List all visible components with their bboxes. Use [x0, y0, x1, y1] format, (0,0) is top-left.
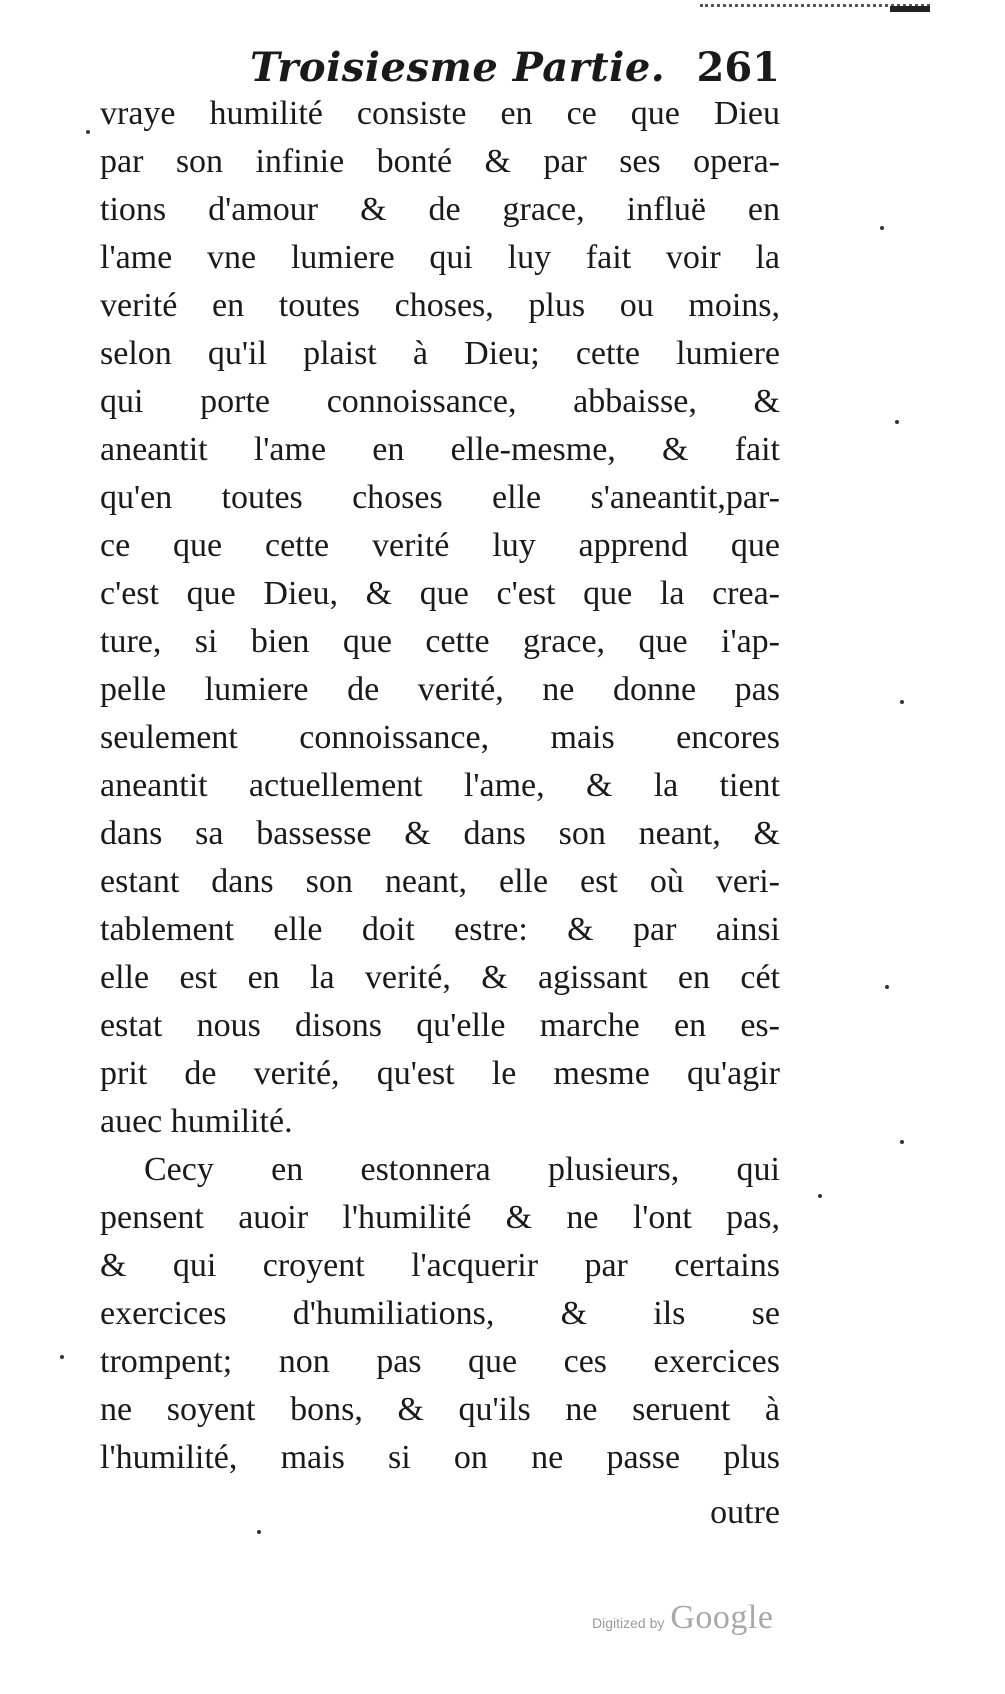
text-line: & qui croyent l'acquerir par certains: [100, 1247, 780, 1284]
scan-speck: [900, 1140, 904, 1144]
text-line: aneantit actuellement l'ame, & la tient: [100, 767, 780, 804]
page-number: 261: [696, 44, 780, 91]
scan-speck: [885, 985, 889, 989]
scan-speck: [818, 1194, 822, 1198]
catchword: outre: [710, 1494, 780, 1531]
text-line: pelle lumiere de verité, ne donne pas: [100, 671, 780, 708]
text-line: seulement connoissance, mais encores: [100, 719, 780, 756]
digitized-watermark: [592, 1597, 773, 1637]
text-line: qui porte connoissance, abbaisse, &: [100, 383, 780, 420]
text-line: exercices d'humiliations, & ils se: [100, 1295, 780, 1332]
text-line: selon qu'il plaist à Dieu; cette lumiere: [100, 335, 780, 372]
text-line: l'ame vne lumiere qui luy fait voir la: [100, 239, 780, 276]
page-top-edge-mark: [890, 6, 930, 12]
scan-speck: [895, 420, 899, 424]
text-line: tablement elle doit estre: & par ainsi: [100, 911, 780, 948]
paragraph-start-line: Cecy en estonnera plusieurs, qui: [144, 1151, 780, 1188]
scan-speck: [60, 1355, 64, 1359]
scan-speck: [880, 226, 884, 230]
scan-speck: [900, 700, 904, 704]
google-logo: Google: [670, 1599, 774, 1636]
text-block: [100, 90, 780, 1482]
running-head: [250, 30, 780, 90]
text-line: elle est en la verité, & agissant en cét: [100, 959, 780, 996]
text-line: c'est que Dieu, & que c'est que la crea-: [100, 575, 780, 612]
text-line: prit de verité, qu'est le mesme qu'agir: [100, 1055, 780, 1092]
text-line: verité en toutes choses, plus ou moins,: [100, 287, 780, 324]
digitized-by-label: Digitized by: [592, 1615, 665, 1631]
text-line: aneantit l'ame en elle-mesme, & fait: [100, 431, 780, 468]
text-line: dans sa bassesse & dans son neant, &: [100, 815, 780, 852]
text-line: qu'en toutes choses elle s'aneantit,par-: [100, 479, 780, 516]
paragraph-end-line: auec humilité.: [100, 1103, 293, 1140]
text-line: ne soyent bons, & qu'ils ne seruent à: [100, 1391, 780, 1428]
text-line: estant dans son neant, elle est où veri-: [100, 863, 780, 900]
text-line: vraye humilité consiste en ce que Dieu: [100, 95, 780, 132]
text-line: tions d'amour & de grace, influë en: [100, 191, 780, 228]
text-line: par son infinie bonté & par ses opera-: [100, 143, 780, 180]
text-line: l'humilité, mais si on ne passe plus: [100, 1439, 780, 1476]
scan-speck: [257, 1530, 261, 1534]
text-line: trompent; non pas que ces exercices: [100, 1343, 780, 1380]
scan-speck: [86, 130, 90, 134]
text-line: ce que cette verité luy apprend que: [100, 527, 780, 564]
running-title: Troisiesme Partie.: [250, 44, 666, 91]
text-line: estat nous disons qu'elle marche en es-: [100, 1007, 780, 1044]
text-line: ture, si bien que cette grace, que i'ap-: [100, 623, 780, 660]
text-line: pensent auoir l'humilité & ne l'ont pas,: [100, 1199, 780, 1236]
